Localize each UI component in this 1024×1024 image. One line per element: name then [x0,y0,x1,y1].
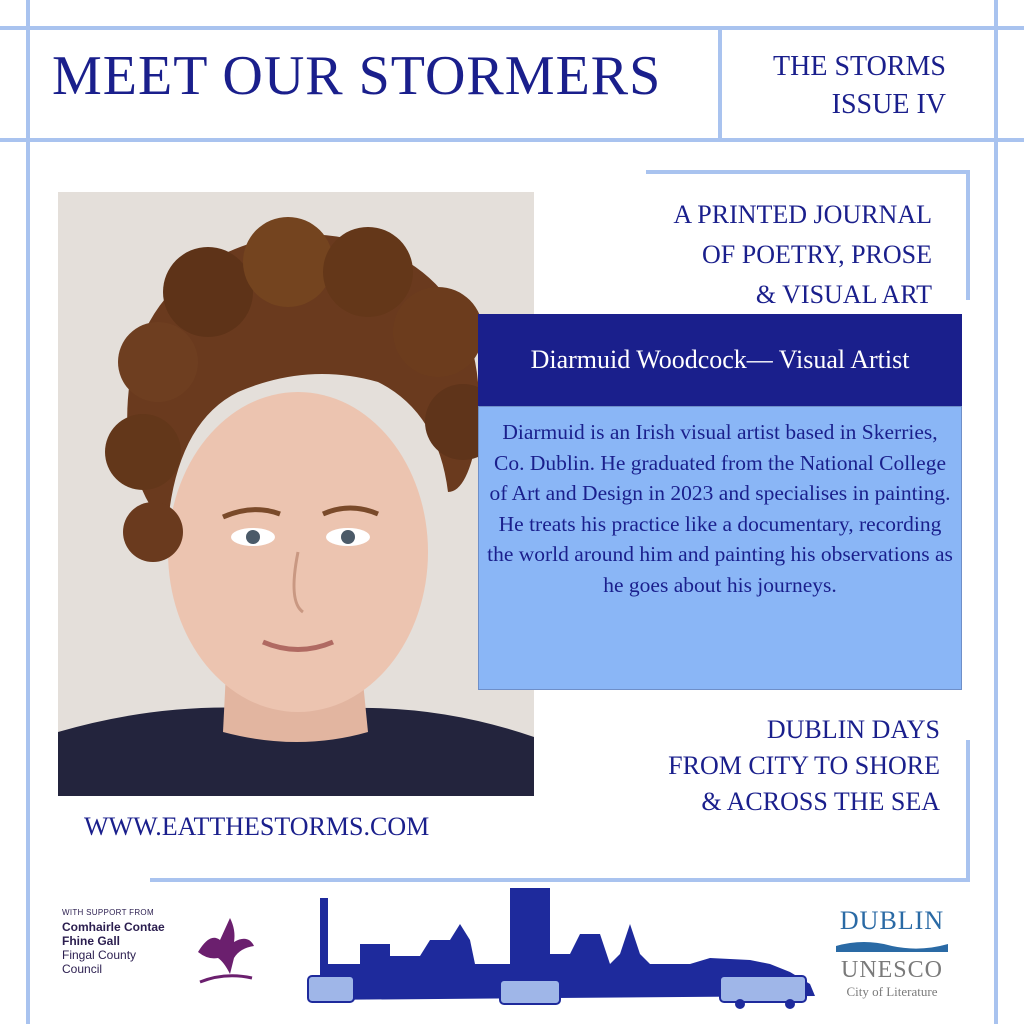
footer-side-line [966,740,970,882]
unesco-city: DUBLIN [839,906,945,935]
sponsor-line-2: Fhine Gall [62,934,121,948]
support-label: WITH SUPPORT FROM [62,908,154,917]
dublin-unesco-logo [836,906,948,1000]
artist-portrait-photo [58,192,534,796]
page-title: MEET OUR STORMERS [52,45,662,107]
fingal-bird-logo-icon [190,912,260,988]
frame-left-line [26,0,30,1024]
issue-line-2: ISSUE IV [831,89,946,120]
artist-bio: Diarmuid is an Irish visual artist based in Skerries, Co. Dublin. He graduated from the National College of Art and Design in 2023 and specialises in painting. He treats his practice like a documentary, recording the world around him and painting his observations as he goes about his journeys. [478,406,962,690]
journal-tagline: A PRINTED JOURNAL OF POETRY, PROSE & VISUAL ART [673,200,932,309]
issue-line-1: THE STORMS [773,51,946,82]
tagline-top-line [646,170,970,174]
unesco-org: UNESCO [840,957,943,983]
issue-theme: DUBLIN DAYS FROM CITY TO SHORE & ACROSS THE SEA [668,715,940,816]
artist-name-banner: Diarmuid Woodcock— Visual Artist [478,314,962,406]
sponsor-line-4: Council [62,962,103,976]
unesco-designation: City of Literature [846,984,938,999]
tagline-side-line [966,170,970,300]
sponsor-credit [62,906,165,976]
sponsor-line-1: Comhairle Contae [62,920,165,934]
frame-right-line [994,0,998,1024]
website-link[interactable]: WWW.EATTHESTORMS.COM [84,812,430,841]
sponsor-line-3: Fingal County [62,948,137,962]
dublin-skyline-illustration [300,884,820,1014]
header-top-line [0,26,1024,30]
footer-top-line [150,878,970,882]
wave-icon [836,936,948,952]
header-divider-line [718,26,722,142]
portrait-illustration [58,192,534,796]
header-bottom-line [0,138,1024,142]
issue-label [728,48,946,124]
